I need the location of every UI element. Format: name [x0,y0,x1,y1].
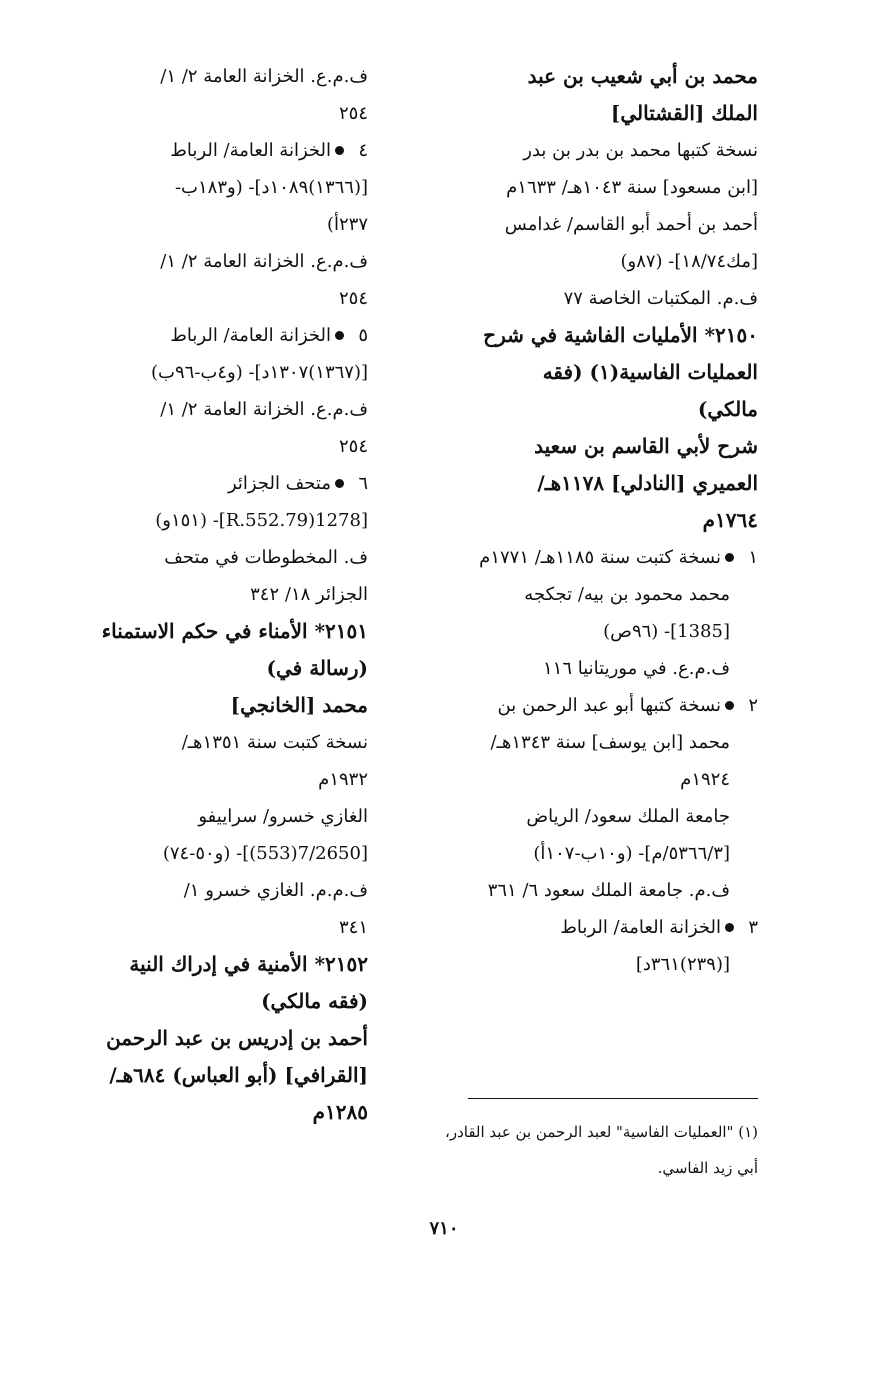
text-line [448,872,758,909]
text-line [448,946,758,983]
item-number: ١ [748,547,758,568]
text-line [68,58,368,95]
text-line [68,983,368,1020]
text-line [448,428,758,465]
text-line [68,798,368,835]
text-line [68,465,368,502]
line-text: ٢٥٤ [338,103,368,124]
line-text: [1278(79.R.552]- (١٥١و) [155,510,368,531]
line-text: أحمد بن إدريس بن عبد الرحمن [106,1026,368,1050]
footnote [428,1114,758,1186]
text-line [68,909,368,946]
text-line [68,613,368,650]
text-line [448,798,758,835]
text-line [68,428,368,465]
line-text: ١٩٣٢م [318,769,368,790]
line-text: (رسالة في) [266,656,368,680]
line-text: العمليات الفاسية(١) (فقه [542,360,758,384]
footnote-divider [468,1098,758,1099]
footnote-line-1: (١) "العمليات الفاسية" لعبد الرحمن بن عبد القادر، [445,1123,758,1141]
line-text: ف. المخطوطات في متحف [164,547,368,568]
text-line [448,465,758,502]
text-line [68,169,368,206]
line-text: ١٢٨٥م [312,1100,368,1124]
line-text: العميري [النادلي] ١١٧٨هـ/ [537,471,758,495]
text-line [448,206,758,243]
text-line [68,1094,368,1131]
text-line [448,317,758,354]
line-text: ف.م. المكتبات الخاصة ٧٧ [563,288,758,309]
text-line [448,761,758,798]
line-text: ٣٤١ [338,917,368,938]
footnote-line-2: أبي زيد الفاسي. [657,1159,758,1177]
line-text: نسخة كتبت سنة ١٣٥١هـ/ [181,732,368,753]
line-text: محمد [الخانجي] [230,693,368,717]
bullet-icon [725,923,734,932]
line-text: محمد [ابن يوسف] سنة ١٣٤٣هـ/ [490,732,730,753]
text-line [68,539,368,576]
text-line [448,502,758,539]
item-number: ٥ [358,325,368,346]
text-line [448,650,758,687]
line-text: ف.م.ع. الخزانة العامة ٢/ ١/ [160,66,368,87]
line-text: ٢١٥٢* الأمنية في إدراك النية [129,952,368,976]
line-text: الخزانة العامة/ الرباط [560,917,721,938]
line-text: (فقه مالكي) [261,989,368,1013]
text-line [68,280,368,317]
line-text: [ابن مسعود] سنة ١٠٤٣هـ/ ١٦٣٣م [506,177,758,198]
text-line [448,280,758,317]
text-line [68,317,368,354]
item-number: ٤ [358,140,368,161]
text-line [68,576,368,613]
page-number: ٧١٠ [429,1218,459,1239]
line-text: الغازي خسرو/ سراييفو [198,806,368,827]
line-text: الخزانة العامة/ الرباط [170,325,331,346]
line-text: [(٢٣٩)٣٦١د] [635,954,730,975]
line-text: الخزانة العامة/ الرباط [170,140,331,161]
text-line [68,946,368,983]
line-text: نسخة كتبها محمد بن بدر بن بدر [523,140,758,161]
item-number: ٢ [748,695,758,716]
line-text: متحف الجزائر [227,473,331,494]
text-line [448,724,758,761]
line-text: ف.م.ع. الخزانة العامة ٢/ ١/ [160,251,368,272]
text-line [448,576,758,613]
text-line [68,206,368,243]
line-text: ٢٣٧أ) [326,214,368,235]
line-text: محمد محمود بن بيه/ تجكجه [524,584,730,605]
line-text: ف.م.م. الغازي خسرو ١/ [183,880,368,901]
line-text: [7/2650(553)]- (و٥٠-٧٤) [162,843,368,864]
line-text: [مك١٨/٧٤]- (٨٧و) [620,251,758,272]
text-line [448,391,758,428]
line-text: ١٩٢٤م [680,769,730,790]
text-line [448,539,758,576]
line-text: محمد بن أبي شعيب بن عبد [527,64,758,88]
bullet-icon [725,701,734,710]
line-text: [٥٣٦٦/٣/م]- (و١٠ب-١٠٧أ) [533,843,730,864]
text-line [68,391,368,428]
text-line [448,95,758,132]
line-text: شرح لأبي القاسم بن سعيد [534,434,758,458]
text-line [68,835,368,872]
line-text: [(١٣٦٧)١٣٠٧د]- (و٤ب-٩٦ب) [151,362,368,383]
item-number: ٣ [748,917,758,938]
line-text: ف.م.ع. الخزانة العامة ٢/ ١/ [160,399,368,420]
right-column [448,58,758,983]
text-line [68,872,368,909]
text-line [68,1020,368,1057]
text-line [448,243,758,280]
text-line [68,132,368,169]
line-text: ف.م.ع. في موريتانيا ١١٦ [543,658,730,679]
line-text: ٢١٥٠* الأمليات الفاشية في شرح [483,323,758,347]
bullet-icon [335,146,344,155]
line-text: ف.م. جامعة الملك سعود ٦/ ٣٦١ [487,880,730,901]
bullet-icon [335,331,344,340]
text-line [448,58,758,95]
line-text: الجزائر ١٨/ ٣٤٢ [250,584,368,605]
text-line [68,761,368,798]
line-text: [القرافي] (أبو العباس) ٦٨٤هـ/ [109,1063,368,1087]
text-line [448,354,758,391]
text-line [448,613,758,650]
line-text: ٢١٥١* الأمناء في حكم الاستمناء [101,619,368,643]
text-line [448,687,758,724]
bullet-icon [725,553,734,562]
line-text: نسخة كتبت سنة ١١٨٥هـ/ ١٧٧١م [479,547,721,568]
line-text: ١٧٦٤م [702,508,758,532]
line-text: مالكي) [697,397,758,421]
text-line [448,132,758,169]
text-line [68,724,368,761]
text-line [68,1057,368,1094]
line-text: جامعة الملك سعود/ الرياض [526,806,730,827]
text-line [68,650,368,687]
line-text: الملك [القشتالي] [610,101,758,125]
line-text: ٢٥٤ [338,288,368,309]
text-line [448,835,758,872]
text-line [68,687,368,724]
item-number: ٦ [358,473,368,494]
text-line [68,502,368,539]
text-line [68,243,368,280]
line-text: [1385]- (٩٦ص) [603,621,730,642]
line-text: نسخة كتبها أبو عبد الرحمن بن [497,695,721,716]
line-text: [(١٣٦٦)١٠٨٩د]- (و١٨٣ب- [174,177,368,198]
line-text: أحمد بن أحمد أبو القاسم/ غدامس [504,214,758,235]
text-line [448,909,758,946]
text-line [448,169,758,206]
text-line [68,354,368,391]
text-line [68,95,368,132]
bullet-icon [335,479,344,488]
left-column [68,58,368,1131]
line-text: ٢٥٤ [338,436,368,457]
